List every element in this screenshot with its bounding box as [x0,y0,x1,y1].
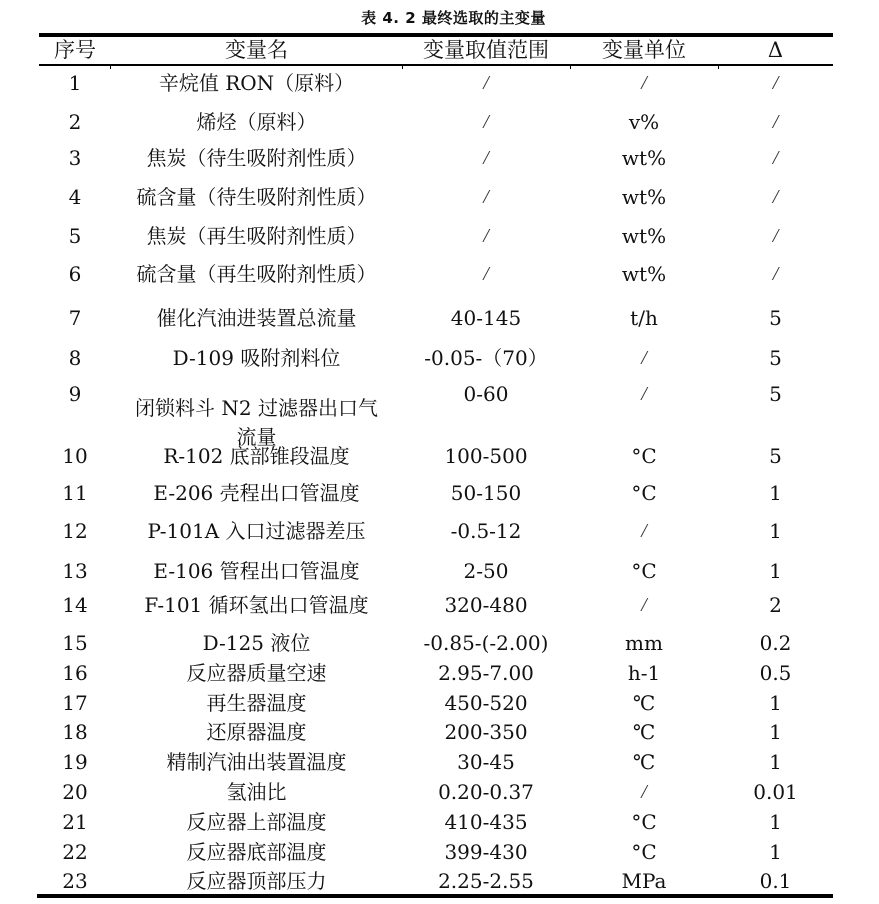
row-variable-name: E-106 管程出口管温度 [153,559,360,583]
row-variable-name: 烯烃（原料） [196,110,317,134]
row-variable-name: 氢油比 [226,780,287,804]
row-index: 4 [68,185,82,209]
row-unit: wt% [621,262,667,286]
row-unit: ℃ [632,750,656,774]
row-variable-name: 反应器顶部压力 [186,869,327,893]
row-index: 8 [68,346,82,370]
row-variable-name: 催化汽油进装置总流量 [156,306,357,330]
row-variable-name: 反应器质量空速 [186,661,327,685]
row-variable-name: 还原器温度 [206,720,307,744]
row-delta: / [772,186,779,208]
row-delta: 1 [769,720,782,744]
row-delta: 2 [769,593,782,617]
row-value-range: / [483,263,489,285]
row-unit: ℃ [632,691,656,715]
row-value-range: 2.95-7.00 [438,661,534,685]
row-value-range: / [483,111,489,133]
row-unit: °C [631,810,657,834]
row-value-range: / [483,72,489,94]
row-unit: MPa [621,869,667,893]
row-delta: / [772,225,779,247]
row-variable-name: 再生器温度 [206,691,307,715]
row-index: 5 [68,224,82,248]
row-value-range: 320-480 [444,593,528,617]
row-value-range: -0.05-（70） [424,346,548,370]
row-index: 10 [62,444,88,468]
row-delta: 0.5 [759,661,792,685]
row-unit: wt% [621,185,667,209]
header-index: 序号 [54,38,96,62]
row-value-range: -0.85-(-2.00) [423,631,549,655]
row-delta: 1 [769,750,782,774]
row-unit: wt% [621,146,667,170]
row-variable-name: F-101 循环氢出口管温度 [144,593,369,617]
row-variable-name: E-206 壳程出口管温度 [153,481,360,505]
row-value-range: 200-350 [444,720,528,744]
row-index: 15 [62,631,88,655]
row-delta: 5 [769,444,782,468]
row-variable-name: R-102 底部锥段温度 [163,444,350,468]
table-top-rule [39,33,833,37]
row-value-range: 0.20-0.37 [438,780,534,804]
row-index: 12 [62,519,88,543]
row-index: 20 [62,780,88,804]
row-delta: 1 [769,840,782,864]
row-value-range: 100-500 [444,444,528,468]
row-unit: °C [631,444,657,468]
row-index: 2 [68,110,82,134]
row-index: 1 [68,71,82,95]
row-unit: / [641,520,647,542]
row-value-range: / [483,147,489,169]
row-value-range: 2.25-2.55 [438,869,534,893]
row-value-range: 30-45 [457,750,515,774]
row-variable-name: 焦炭（再生吸附剂性质） [146,224,367,248]
row-index: 7 [68,306,82,330]
header-delta: Δ [767,38,784,62]
row-index: 9 [68,382,82,406]
row-index: 13 [62,559,88,583]
row-delta: 0.1 [759,869,792,893]
row-index: 23 [62,869,88,893]
row-unit: / [641,383,647,405]
row-variable-name: P-101A 入口过滤器差压 [147,519,366,543]
row-unit: / [641,594,647,616]
row-unit: ℃ [632,720,656,744]
row-unit: / [641,72,647,94]
row-value-range: 410-435 [444,810,528,834]
table-caption: 表 4. 2 最终选取的主变量 [361,9,546,27]
row-unit: wt% [621,224,667,248]
table-header-rule [39,64,833,66]
row-variable-name: 反应器上部温度 [186,810,327,834]
row-delta: 1 [769,481,782,505]
column-divider-tick [570,65,571,69]
header-variable-name: 变量名 [225,38,288,62]
row-variable-name: D-109 吸附剂料位 [172,346,341,370]
row-delta: 5 [769,346,782,370]
row-delta: 5 [769,382,782,406]
row-index: 17 [62,691,88,715]
row-unit: °C [631,559,657,583]
row-variable-name-line1: 闭锁料斗 N2 过滤器出口气 [135,396,378,420]
row-index: 6 [68,262,82,286]
row-variable-name: 硫含量（待生吸附剂性质） [136,185,377,209]
row-unit: °C [631,840,657,864]
row-value-range: 0-60 [463,382,509,406]
row-value-range: 399-430 [444,840,528,864]
row-delta: / [772,147,779,169]
row-index: 18 [62,720,88,744]
row-delta: / [772,263,779,285]
row-variable-name: 硫含量（再生吸附剂性质） [136,262,377,286]
row-variable-name: 精制汽油出装置温度 [166,750,347,774]
row-value-range: 2-50 [463,559,509,583]
row-unit: / [641,781,647,803]
row-unit: °C [631,481,657,505]
column-divider-tick [110,65,111,69]
row-index: 22 [62,840,88,864]
row-delta: 5 [769,306,782,330]
row-variable-name-line2: 流量 [236,425,277,449]
row-delta: / [772,72,779,94]
row-variable-name: D-125 液位 [202,631,311,655]
row-value-range: 40-145 [450,306,522,330]
row-delta: 1 [769,519,782,543]
table-bottom-rule [37,894,833,898]
row-delta: / [772,111,779,133]
row-value-range: -0.5-12 [450,519,522,543]
row-unit: t/h [630,306,658,330]
row-index: 14 [62,593,88,617]
row-delta: 1 [769,559,782,583]
header-value-range: 变量取值范围 [423,38,549,62]
header-unit: 变量单位 [602,38,686,62]
row-index: 3 [68,146,82,170]
row-index: 21 [62,810,88,834]
row-variable-name: 辛烷值 RON（原料） [158,71,355,95]
row-unit: / [641,347,647,369]
row-variable-name: 反应器底部温度 [186,840,327,864]
row-unit: v% [628,110,660,134]
row-delta: 1 [769,691,782,715]
row-variable-name: 焦炭（待生吸附剂性质） [146,146,367,170]
row-value-range: 450-520 [444,691,528,715]
row-delta: 0.2 [759,631,792,655]
row-index: 11 [62,481,88,505]
row-unit: h-1 [627,661,661,685]
row-value-range: 50-150 [450,481,522,505]
row-value-range: / [483,186,489,208]
row-delta: 0.01 [753,780,798,804]
row-index: 16 [62,661,88,685]
column-divider-tick [402,65,403,69]
row-unit: mm [625,631,663,655]
row-value-range: / [483,225,489,247]
row-delta: 1 [769,810,782,834]
column-divider-tick [718,65,719,69]
row-index: 19 [62,750,88,774]
